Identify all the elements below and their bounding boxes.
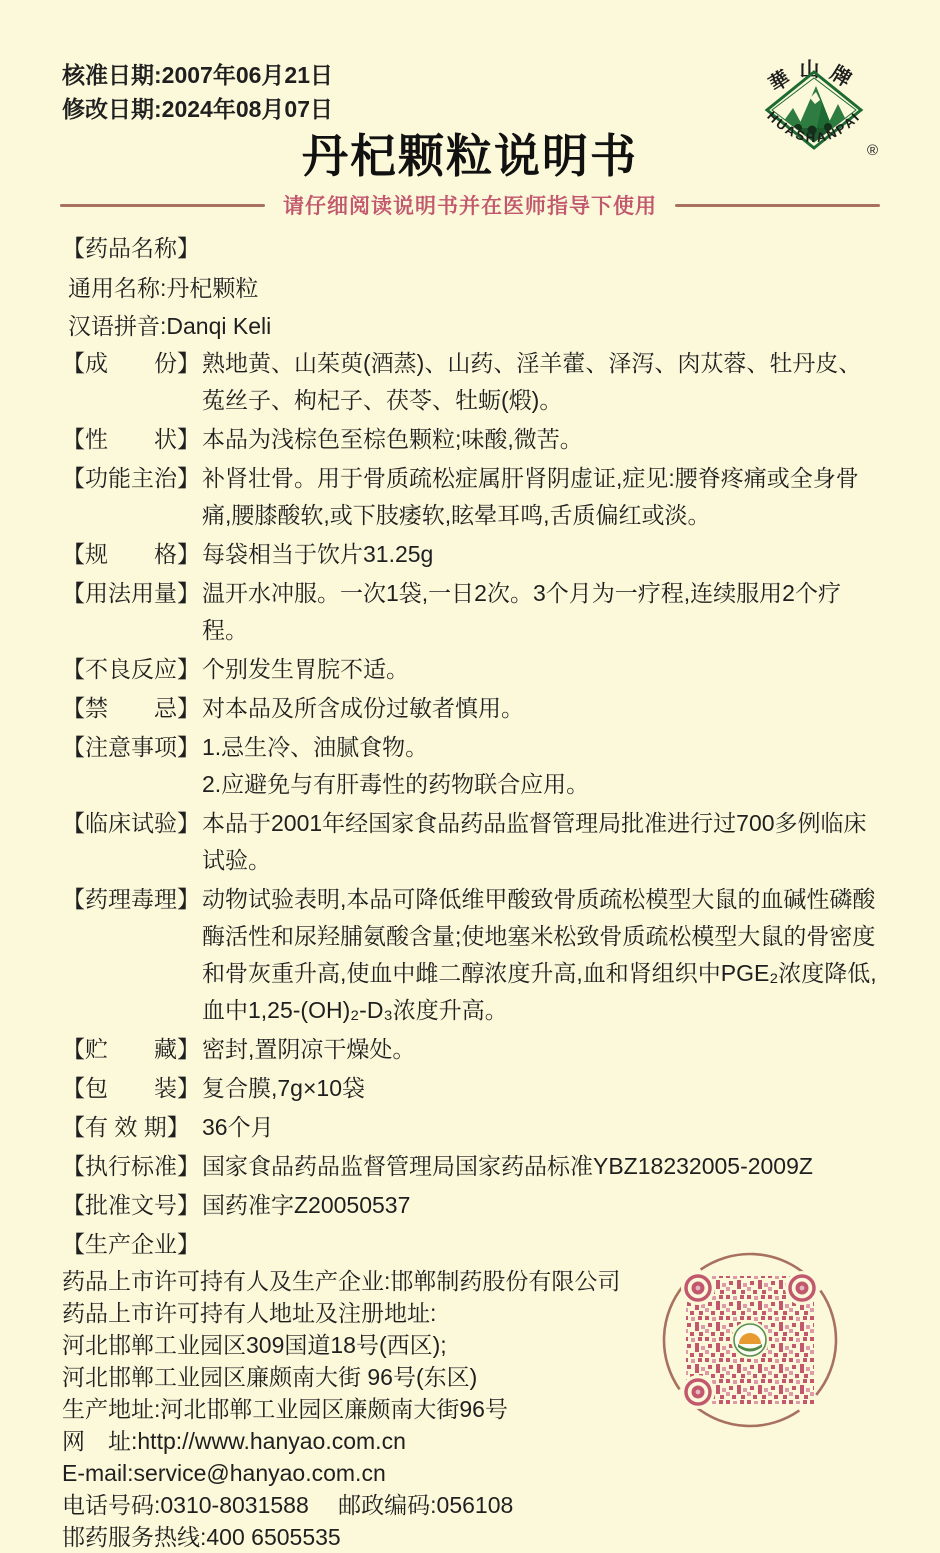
section-text: 温开水冲服。一次1袋,一日2次。3个月为一疗程,连续服用2个疗程。 xyxy=(202,580,841,643)
section-text: 本品为浅棕色至棕色颗粒;味酸,微苦。 xyxy=(202,426,583,452)
section-text: 2.应避免与有肝毒性的药物联合应用。 xyxy=(202,771,590,797)
section-label: 【注意事项】 xyxy=(62,734,200,760)
generic-name-line: 通用名称:丹杞颗粒 xyxy=(68,275,259,301)
section-label: 【临床试验】 xyxy=(62,810,200,836)
section-approval-number xyxy=(62,1187,880,1224)
section-label: 【药理毒理】 xyxy=(62,886,200,912)
section-text: 国药准字Z20050537 xyxy=(202,1192,411,1218)
section-adverse-reactions xyxy=(62,651,880,688)
section-text: 每袋相当于饮片31.25g xyxy=(202,541,434,567)
qr-code xyxy=(642,1232,862,1452)
section-clinical-trials xyxy=(62,805,880,879)
mah-company-line: 药品上市许可持有人及生产企业:邯郸制药股份有限公司 xyxy=(62,1268,621,1294)
website-line: 网 址:http://www.hanyao.com.cn xyxy=(62,1428,406,1454)
section-text: 1.忌生冷、油腻食物。 xyxy=(202,734,429,760)
section-text: 补肾壮骨。用于骨质疏松症属肝肾阴虚证,症见:腰脊疼痛或全身骨痛,腰膝酸软,或下肢痿软,眩晕耳鸣,舌质偏红或淡。 xyxy=(202,465,859,528)
section-label: 【有 效 期】 xyxy=(62,1114,190,1140)
section-pharmacology xyxy=(62,881,880,1029)
subtitle-rule-left xyxy=(60,204,265,207)
section-label: 【批准文号】 xyxy=(62,1192,200,1218)
section-packaging xyxy=(62,1070,880,1107)
section-storage xyxy=(62,1031,880,1068)
date-block xyxy=(62,58,333,126)
registered-mark: ® xyxy=(867,142,879,159)
address-east-line: 河北邯郸工业园区廉颇南大街 96号(东区) xyxy=(62,1364,478,1390)
mah-address-heading: 药品上市许可持有人地址及注册地址: xyxy=(62,1300,437,1326)
svg-text:華山牌: 華山牌 xyxy=(765,59,863,97)
section-drug-name xyxy=(62,230,880,267)
section-label: 【性 状】 xyxy=(62,426,200,452)
section-label: 【药品名称】 xyxy=(62,235,200,261)
section-contraindications xyxy=(62,690,880,727)
section-label: 【禁 忌】 xyxy=(62,695,200,721)
section-description xyxy=(62,421,880,458)
section-text: 复合膜,7g×10袋 xyxy=(202,1075,365,1101)
subtitle-row xyxy=(60,190,880,220)
section-label: 【功能主治】 xyxy=(62,465,200,491)
circular-qr-icon xyxy=(642,1232,862,1452)
page-title: 丹杞颗粒说明书 xyxy=(302,130,638,182)
section-dosage xyxy=(62,575,880,649)
section-label: 【规 格】 xyxy=(62,541,200,567)
section-text: 国家食品药品监督管理局国家药品标准YBZ18232005-2009Z xyxy=(202,1153,813,1179)
section-indications xyxy=(62,460,880,534)
subtitle-text: 请仔细阅读说明书并在医师指导下使用 xyxy=(283,195,657,218)
section-text: 熟地黄、山茱萸(酒蒸)、山药、淫羊藿、泽泻、肉苁蓉、牡丹皮、菟丝子、枸杞子、茯苓、牡蛎(煅)。 xyxy=(202,350,862,413)
section-standard xyxy=(62,1148,880,1185)
section-validity xyxy=(62,1109,880,1146)
section-label: 【生产企业】 xyxy=(62,1231,200,1257)
phone-postcode-line: 电话号码:0310-8031588 邮政编码:056108 xyxy=(62,1492,514,1518)
section-text: 个别发生胃脘不适。 xyxy=(202,656,409,682)
section-text: 本品于2001年经国家食品药品监督管理局批准进行过700多例临床试验。 xyxy=(202,810,867,873)
section-label: 【不良反应】 xyxy=(62,656,200,682)
section-text: 36个月 xyxy=(202,1114,274,1140)
sun-mountain-emblem-icon xyxy=(734,1324,766,1356)
pinyin-line: 汉语拼音:Danqi Keli xyxy=(68,313,272,339)
hotline-line: 邯药服务热线:400 6505535 xyxy=(62,1524,341,1550)
section-text: 对本品及所含成份过敏者慎用。 xyxy=(202,695,524,721)
revised-date: 修改日期:2024年08月07日 xyxy=(62,96,333,122)
approved-date: 核准日期:2007年06月21日 xyxy=(62,62,333,88)
section-text: 密封,置阴凉干燥处。 xyxy=(202,1036,416,1062)
section-precautions xyxy=(62,729,880,803)
production-address-line: 生产地址:河北邯郸工业园区廉颇南大街96号 xyxy=(62,1396,508,1422)
address-west-line: 河北邯郸工业园区309国道18号(西区); xyxy=(62,1332,447,1358)
section-label: 【执行标准】 xyxy=(62,1153,200,1179)
section-specification xyxy=(62,536,880,573)
email-line: E-mail:service@hanyao.com.cn xyxy=(62,1460,386,1486)
section-text: 动物试验表明,本品可降低维甲酸致骨质疏松模型大鼠的血碱性磷酸酶活性和尿羟脯氨酸含量;使地塞米松致骨质疏松模型大鼠的骨密度和骨灰重升高,使血中雌二醇浓度升高,血和肾组织中PGE₂浓度降低,血中1,25-(OH)₂-D₃浓度升高。 xyxy=(202,886,877,1023)
svg-text:HUASHANPAI: HUASHANPAI xyxy=(764,108,864,146)
section-composition xyxy=(62,345,880,419)
section-label: 【成 份】 xyxy=(62,350,200,376)
section-label: 【贮 藏】 xyxy=(62,1036,200,1062)
subtitle-rule-right xyxy=(675,204,880,207)
section-label: 【用法用量】 xyxy=(62,580,200,606)
section-label: 【包 装】 xyxy=(62,1075,200,1101)
